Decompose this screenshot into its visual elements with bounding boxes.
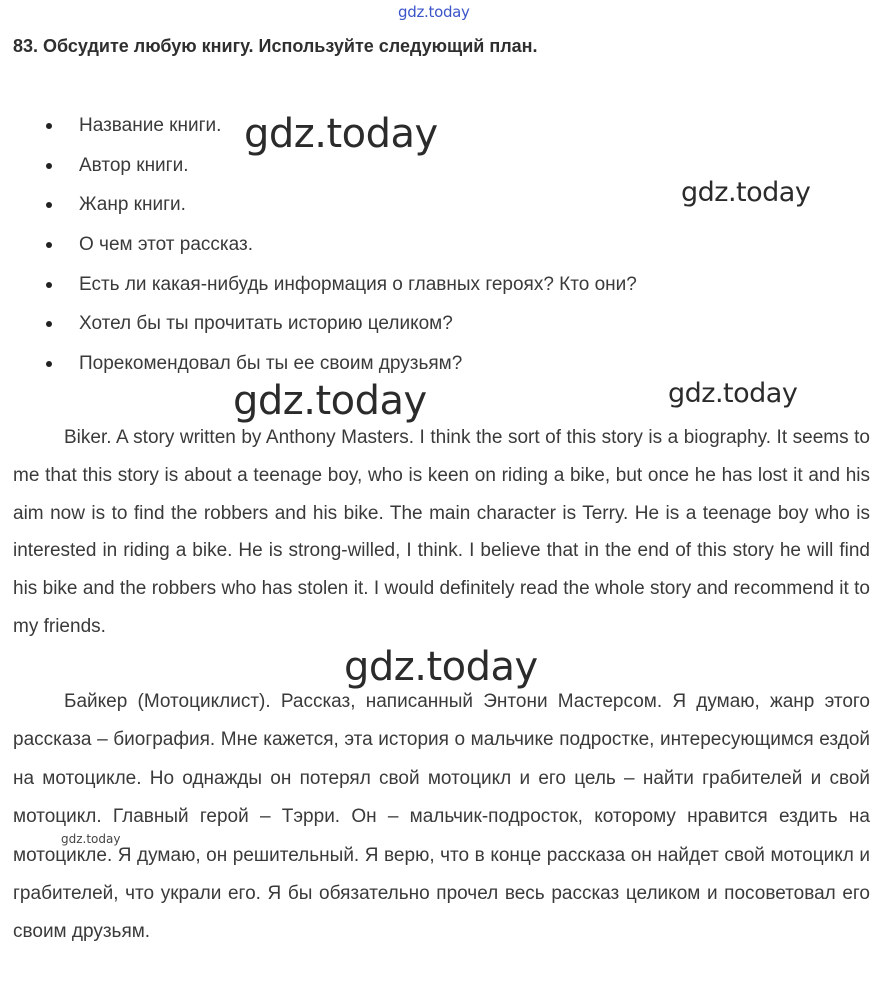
watermark: gdz.today	[668, 378, 798, 409]
plan-item-label: Есть ли какая-нибудь информация о главных героях? Кто они?	[79, 273, 637, 295]
watermark: gdz.today	[233, 378, 427, 424]
plan-item-label: О чем этот рассказ.	[79, 234, 253, 256]
watermark: gdz.today	[681, 177, 811, 208]
task-title: 83. Обсудите любую книгу. Используйте следующий план.	[13, 36, 538, 56]
plan-item-story	[0, 225, 637, 265]
watermark: gdz.today	[244, 111, 438, 157]
bullet-icon	[46, 163, 52, 169]
answer-russian-paragraph: Байкер (Мотоциклист). Рассказ, написанный Энтони Мастерсом. Я думаю, жанр этого рассказа – биография. Мне кажется, эта история о мальчике подростке, интересующимся ездой на мотоцикле. Но однажды он потерял свой мотоцикл и его цель – найти грабителей и свой мотоцикл. Главный герой – Тэрри. Он – мальчик-подросток, которому нравится ездить на мотоцикле. Я думаю, он решительный. Я верю, что в конце рассказа он найдет свой мотоцикл и грабителей, что украли его. Я бы обязательно прочел весь рассказ целиком и посоветовал его своим друзьям.	[13, 691, 870, 943]
bullet-icon	[46, 282, 52, 288]
bullet-icon	[46, 202, 52, 208]
bullet-icon	[46, 321, 52, 327]
bullet-icon	[46, 123, 52, 129]
bullet-icon	[46, 361, 52, 367]
plan-item-label: Название книги.	[79, 115, 222, 136]
header-watermark: gdz.today	[398, 3, 470, 21]
bullet-icon	[46, 242, 52, 248]
plan-item-label: Порекомендовал бы ты ее своим друзьям?	[79, 353, 463, 375]
answer-english-paragraph: Biker. A story written by Anthony Masters. I think the sort of this story is a biography. It seems to me that this story is about a teenage boy, who is keen on riding a bike, but once he has lost it and his aim now is to find the robbers and his bike. The main character is Terry. He is a teenage boy who is interested in riding a bike. He is strong-willed, I think. I believe that in the end of this story he will find his bike and the robbers who has stolen it. I would definitely read the whole story and recommend it to my friends.	[13, 427, 870, 637]
watermark: gdz.today	[61, 832, 121, 846]
plan-item-read-whole	[0, 304, 637, 344]
plan-item-label: Хотел бы ты прочитать историю целиком?	[79, 313, 453, 335]
watermark: gdz.today	[344, 644, 538, 690]
plan-item-label: Автор книги.	[79, 154, 189, 176]
plan-item-genre	[0, 185, 637, 225]
plan-item-label: Жанр книги.	[79, 194, 186, 216]
plan-item-characters	[0, 265, 637, 305]
